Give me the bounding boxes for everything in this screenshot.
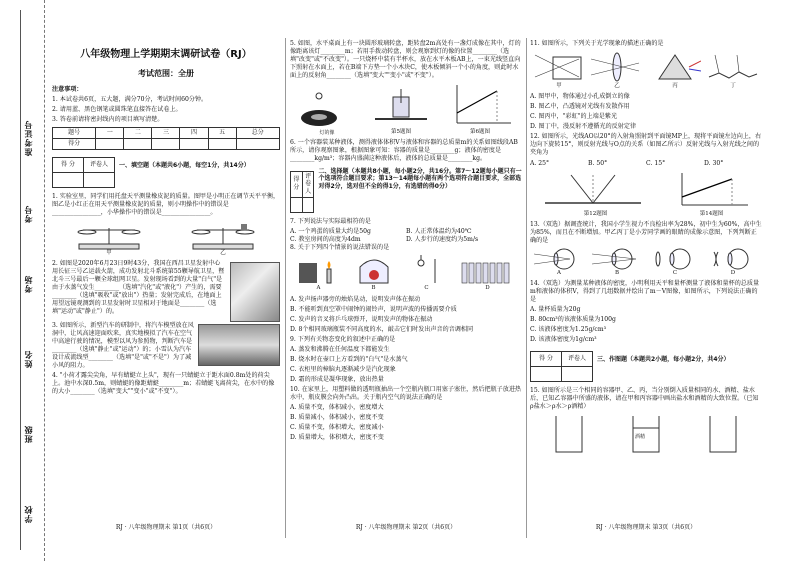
q7-options <box>290 228 522 244</box>
scorer-label: 得 分 <box>53 157 84 172</box>
q11-caption-a: 甲 <box>556 83 562 90</box>
question-12: 12. 如图所示，光线AO以20°的入射角照射到平面镜MP上，现将平面镜左边向上，右边向下旋转15°，则反射光线与O点的关系（如图乙所示）反射光线与入射光线之间的夹角为 <box>530 133 762 157</box>
scorer-box <box>52 157 115 188</box>
q5-q6-figures <box>290 83 522 136</box>
fig5-lamp-label: 灯的像 <box>319 129 335 136</box>
grader-cell[interactable] <box>302 198 314 213</box>
section-2-head <box>290 168 522 217</box>
question-6: 6. 一个容器装某种液体，测得液体体积V与液体和容器的总质量m的关系如图线段AB所示，请你观察图象，根据图象可知：容器的质量是________g；液体的密度是________kg/m³；容器内盛满这种液体后，液体的总质量是________kg。 <box>290 139 518 163</box>
fig6-caption: 第6题图 <box>470 129 490 136</box>
question-10: 10. 在家里上，用塑料做的透明瓶抽出一个空瓶内瓶口用塞子塞住，然后把瓶子放进热水中，瓶皮膜会向外凸出。关于瓶内空气的说法正确的是 <box>290 385 522 401</box>
page-3-column <box>530 40 762 457</box>
q13-caption-a: A <box>557 269 561 276</box>
grader-cell[interactable] <box>84 172 115 187</box>
score-header: 三 <box>152 127 180 138</box>
fig14-caption: 第14题图 <box>699 210 724 217</box>
note-1: 1. 本试卷共6页，五大题，满分70分，考试时间60分钟。 <box>52 95 208 103</box>
q8-caption-a: A <box>316 285 321 292</box>
q1-figure <box>52 220 280 257</box>
pinhole-camera-figure <box>533 51 585 83</box>
score-cell[interactable] <box>124 138 152 149</box>
binding-label-kaohao: 考号 <box>24 205 33 223</box>
question-13: 13.（双选）据调查统计，我国小学生视力不良检出率为28%，初中生为60%，高中生为85%，而且在不断增加。甲乙丙丁是小芳同学画的眼睛的成像示意图，下列判断正确的是 <box>530 220 762 244</box>
page-1-footer: RJ · 八年级物理期末 第1页（共6页） <box>115 524 217 531</box>
q11-caption-b: 乙 <box>614 83 620 90</box>
page-2-footer: RJ · 八年级物理期末 第2页（共6页） <box>355 524 457 531</box>
question-11: 11. 如图所示，下列关于光学现象的描述正确的是 <box>530 40 664 47</box>
binding-strip <box>0 0 45 561</box>
scorer-box <box>530 351 593 382</box>
score-table <box>52 127 280 150</box>
container-c <box>706 414 740 454</box>
seal-line <box>20 10 21 550</box>
q11-caption-c: 丙 <box>672 83 678 90</box>
question-8: 8. 关于下列四个情景的说法错误的是 <box>290 244 390 252</box>
mass-volume-graph <box>445 83 515 129</box>
notes-heading: 注意事项： <box>52 85 83 93</box>
question-2: 2. 如图是2020年6月23日9时43分，我国在西昌卫星发射中心用长征三号乙运载火箭，成功发射北斗系统第55颗导航卫星，暨北斗三号最后一颗全球组网卫星。发射现场看到的大量"白气"是由于水蒸气发生________（选填"汽化"或"液化"）产生的，需要________（选填"吸收"或"放出"）热量；发射完成后，在地面上用望远镜观测到的卫星发射时卫星相对于地面是________（选填"运动"或"静止"）的。 <box>52 260 225 316</box>
q14-option-a: A. 量杯质量为20g <box>530 306 581 314</box>
mirror-reflection-diagram <box>541 171 651 211</box>
grader-label: 评卷人 <box>84 157 115 172</box>
page-2-column <box>290 40 522 444</box>
page-1-column <box>52 40 280 398</box>
eye-diagram-b <box>592 248 642 270</box>
q13-eye-figures <box>530 248 762 277</box>
scorer-label: 得 分 <box>291 171 303 198</box>
fig12-caption: 第12题图 <box>583 210 608 217</box>
q7-option-a: A. 一个鸡蛋的质量大约是50g <box>290 228 371 236</box>
q12-option-c: C. 15° <box>646 159 666 167</box>
beaker-board-diagram <box>371 89 431 129</box>
q8-option-b: B. 不能听到真空罩中闹钟的闹铃声，说明声波的传播需要介质 <box>290 305 457 313</box>
balance-scale-a <box>69 220 149 250</box>
note-3: 3. 答卷前请将密封线内的项目填写清楚。 <box>52 115 164 123</box>
scorer-cell[interactable] <box>291 198 303 213</box>
convex-lens-figure <box>591 51 643 83</box>
q8-figures <box>290 255 522 292</box>
q11-figures <box>530 51 762 90</box>
section-2-title: 二、选择题（本题共8小题，每小题2分，共16分。第7～12题每小题只有一个选项符合题目要求；第13～14题每小题有两个选项符合题目要求，全部选对得2分，选对但不全的得1分，有选错的得0分） <box>318 167 522 191</box>
q9-option-b: B. 烧水时在壶口上方看到的"白气"是水蒸气 <box>290 355 408 363</box>
column-divider-1 <box>285 38 286 538</box>
score-row-label: 得分 <box>53 138 96 149</box>
q10-option-a: A. 质量不变，体积减小，密度增大 <box>290 403 384 411</box>
eye-diagram-a <box>534 248 584 270</box>
container-a <box>552 414 586 454</box>
page-3-footer: RJ · 八年级物理期末 第3页（共6页） <box>595 524 697 531</box>
diffuse-reflection-figure <box>707 51 759 83</box>
scorer-box <box>290 171 314 214</box>
q11-caption-d: 丁 <box>730 83 736 90</box>
q15-containers-figure <box>530 414 762 454</box>
question-1: 1. 实验室里，同学们用托盘天平测量橡皮泥的质量。图甲是小明正在调节天平平衡，图乙是小红正在用天平测量橡皮泥的质量，则小明操作中的错误是________________，小华操作中的错误是________________。 <box>52 192 280 216</box>
column-divider-2 <box>526 38 527 538</box>
q8-caption-c: C <box>424 285 429 292</box>
question-9: 9. 下列有关物态变化的叙述中正确的是 <box>290 335 396 343</box>
q8-caption-d: D <box>485 285 490 292</box>
question-15: 15. 如图所示是三个相同的容器甲、乙、丙，当分别倒入质量相同的水、酒精、盐水后，已知乙容器中所盛的液体，请在甲和丙容器中画出盐水和酒精的大致位置。（已知ρ盐水＞ρ水＞ρ酒精） <box>530 387 759 411</box>
q1-caption-b: 乙 <box>220 249 226 256</box>
q7-option-d: D. 人步行的速度约为5m/s <box>406 236 479 244</box>
bell-jar-figure <box>354 255 394 285</box>
glass-bottles-figure <box>460 255 516 285</box>
binding-label-zkzh: 准考证号 <box>24 120 33 156</box>
question-2-block <box>52 260 280 322</box>
q9-option-a: A. 蒸发和沸腾在任何温度下都能发生 <box>290 345 390 353</box>
q8-caption-b: B <box>371 285 376 292</box>
section-1-title: 一、填空题（本题共6小题，每空1分，共14分） <box>119 161 250 169</box>
grader-label: 评卷人 <box>562 352 593 367</box>
score-cell[interactable] <box>96 138 124 149</box>
score-header: 五 <box>208 127 236 138</box>
q14-option-b: B. 80cm³的该液体质量为100g <box>530 316 616 324</box>
prism-rainbow-figure <box>649 51 701 83</box>
score-header: 四 <box>180 127 208 138</box>
question-3: 3. 如图所示，新型汽车的研制中，将汽车模型放在风洞中，让风高速迎面吹来，真实地模拟了汽车在空气中高速行驶的情况，模型以风为参照物，判断汽车是________（选填"静止"或"运动"）的；小雪认为汽车设计成流线型________（选填"是"或"不是"）为了减小风的阻力。 <box>52 322 194 370</box>
q11-option-c: C. 图丙中，"彩虹"的上端是紫光 <box>530 113 618 121</box>
score-cell[interactable] <box>180 138 208 149</box>
question-3-block <box>52 322 280 372</box>
score-header: 一 <box>96 127 124 138</box>
scorer-cell[interactable] <box>531 367 562 382</box>
exam-title: 八年级物理上学期期末调研试卷（RJ） <box>80 49 252 60</box>
q9-option-d: D. 霜的形成是凝华现象，放出热量 <box>290 375 384 383</box>
q14-option-d: D. 该液体密度为1g/cm³ <box>530 336 597 344</box>
q8-option-a: A. 发声扬声器旁的烛焰晃动，说明发声体在振动 <box>290 295 421 303</box>
question-4: 4. "小荷才露尖尖角，早有蜻蜓立上头"，现有一只蜻蜓立于距水面0.8m处的荷尖上。池中水深0.5m，则蜻蜓的像距蜻蜓________m；若蜻蜓飞离荷尖，在水中的像的大小________（选填"变大""变小"或"不变"）。 <box>52 372 275 396</box>
q11-option-b: B. 图乙中，凸透镜对光线有发散作用 <box>530 103 630 111</box>
q12-option-d: D. 30° <box>704 159 724 167</box>
q8-option-c: C. 发声的音叉将乒乓球弹开，说明发声的物体在振动 <box>290 315 433 323</box>
q11-option-a: A. 图甲中，物体通过小孔成倒立的像 <box>530 93 630 101</box>
eye-diagram-c <box>650 248 700 270</box>
q10-option-c: C. 质量不变，体积增大，密度减小 <box>290 424 384 431</box>
section-3-head <box>530 348 762 385</box>
balance-scale-b <box>183 220 263 250</box>
rocket-launch-photo <box>230 262 280 322</box>
score-header: 题号 <box>53 127 96 138</box>
mass-volume-graph-14 <box>672 171 752 211</box>
section-1-head <box>52 154 280 191</box>
binding-label-kaochang: 考场 <box>24 275 33 293</box>
grader-cell[interactable] <box>562 367 593 382</box>
section-3-title: 三、作图题（本题共2小题，每小题2分，共4分） <box>597 356 730 364</box>
binding-label-school: 学校 <box>24 505 33 523</box>
fig5-caption: 第5题图 <box>391 129 411 136</box>
question-5: 5. 如图，水平桌面上有一块圆形玻璃转盘，距转盘2m高处有一盏灯成像在其中，灯的像距离该灯________m；若用手拨动转盘，则会观察到灯的像的位置________（选填"改变"或"不改变"）。一只烧杯中装有半杯水，放在水平木板AB上，一束光线竖直向下照射在水面上，若在B端下方垫一个小木块C，使木板倾斜一个小的角度，则此时水面上的反射角________（选填"变大""变小"或"不变"）。 <box>290 40 521 80</box>
wind-tunnel-car-photo <box>198 324 280 366</box>
eye-diagram-d <box>708 248 758 270</box>
q7-option-c: C. 教室房间的高度为4dm <box>290 236 361 244</box>
question-7: 7. 下列说法与实际最相符的是 <box>290 218 371 226</box>
q14-option-c: C. 该液体密度为1.25g/cm³ <box>530 326 607 334</box>
score-cell[interactable] <box>236 138 279 149</box>
score-header: 二 <box>124 127 152 138</box>
speaker-candle-figure <box>297 255 341 285</box>
scorer-cell[interactable] <box>53 172 84 187</box>
score-cell[interactable] <box>208 138 236 149</box>
q13-caption-c: C <box>672 269 678 276</box>
lamp-turntable-diagram <box>297 90 357 130</box>
score-cell[interactable] <box>152 138 180 149</box>
binding-label-class: 班级 <box>24 425 33 443</box>
q13-caption-d: D <box>730 269 736 276</box>
q10-option-d: D. 质量增大，体积增大，密度不变 <box>290 434 384 442</box>
q12-options <box>530 160 762 168</box>
q9-option-c: C. 衣柜里的樟脑丸逐渐减少是汽化现象 <box>290 365 396 373</box>
binding-label-name: 姓名 <box>24 350 33 368</box>
tuning-fork-figure <box>407 255 447 285</box>
q1-caption-a: 甲 <box>106 249 112 256</box>
q12-q14-figures <box>530 171 762 218</box>
grader-label: 评卷人 <box>302 171 314 198</box>
exam-scope: 考试范围：全册 <box>138 69 194 79</box>
question-14: 14.（双选）为测量某种液体的密度，小明利用天平和量杯测量了液体和量杯的总质量m和液体的体积V，得到了几组数据并绘出了m－V图像，如图所示，下列说法正确的是 <box>530 280 760 304</box>
q8-option-d: D. 8个相同玻璃瓶装不同高度的水，敲击它们时发出声音的音调相同 <box>290 325 474 333</box>
q7-option-b: B. 人正常体温约为40℃ <box>406 228 472 236</box>
scorer-label: 得 分 <box>531 352 562 367</box>
q10-option-b: B. 质量减小，体积减小，密度不变 <box>290 413 384 421</box>
score-header: 总分 <box>236 127 279 138</box>
note-2: 2. 请用蓝、黑色钢笔或圆珠笔直接答在试卷上。 <box>52 105 182 113</box>
q13-caption-b: B <box>614 269 620 276</box>
q12-option-a: A. 25° <box>530 159 550 167</box>
q11-option-d: D. 图丁中，漫反射不遵循光的反射定律 <box>530 123 637 131</box>
alcohol-label: 酒精 <box>634 434 645 441</box>
q12-option-b: B. 50° <box>588 159 608 167</box>
